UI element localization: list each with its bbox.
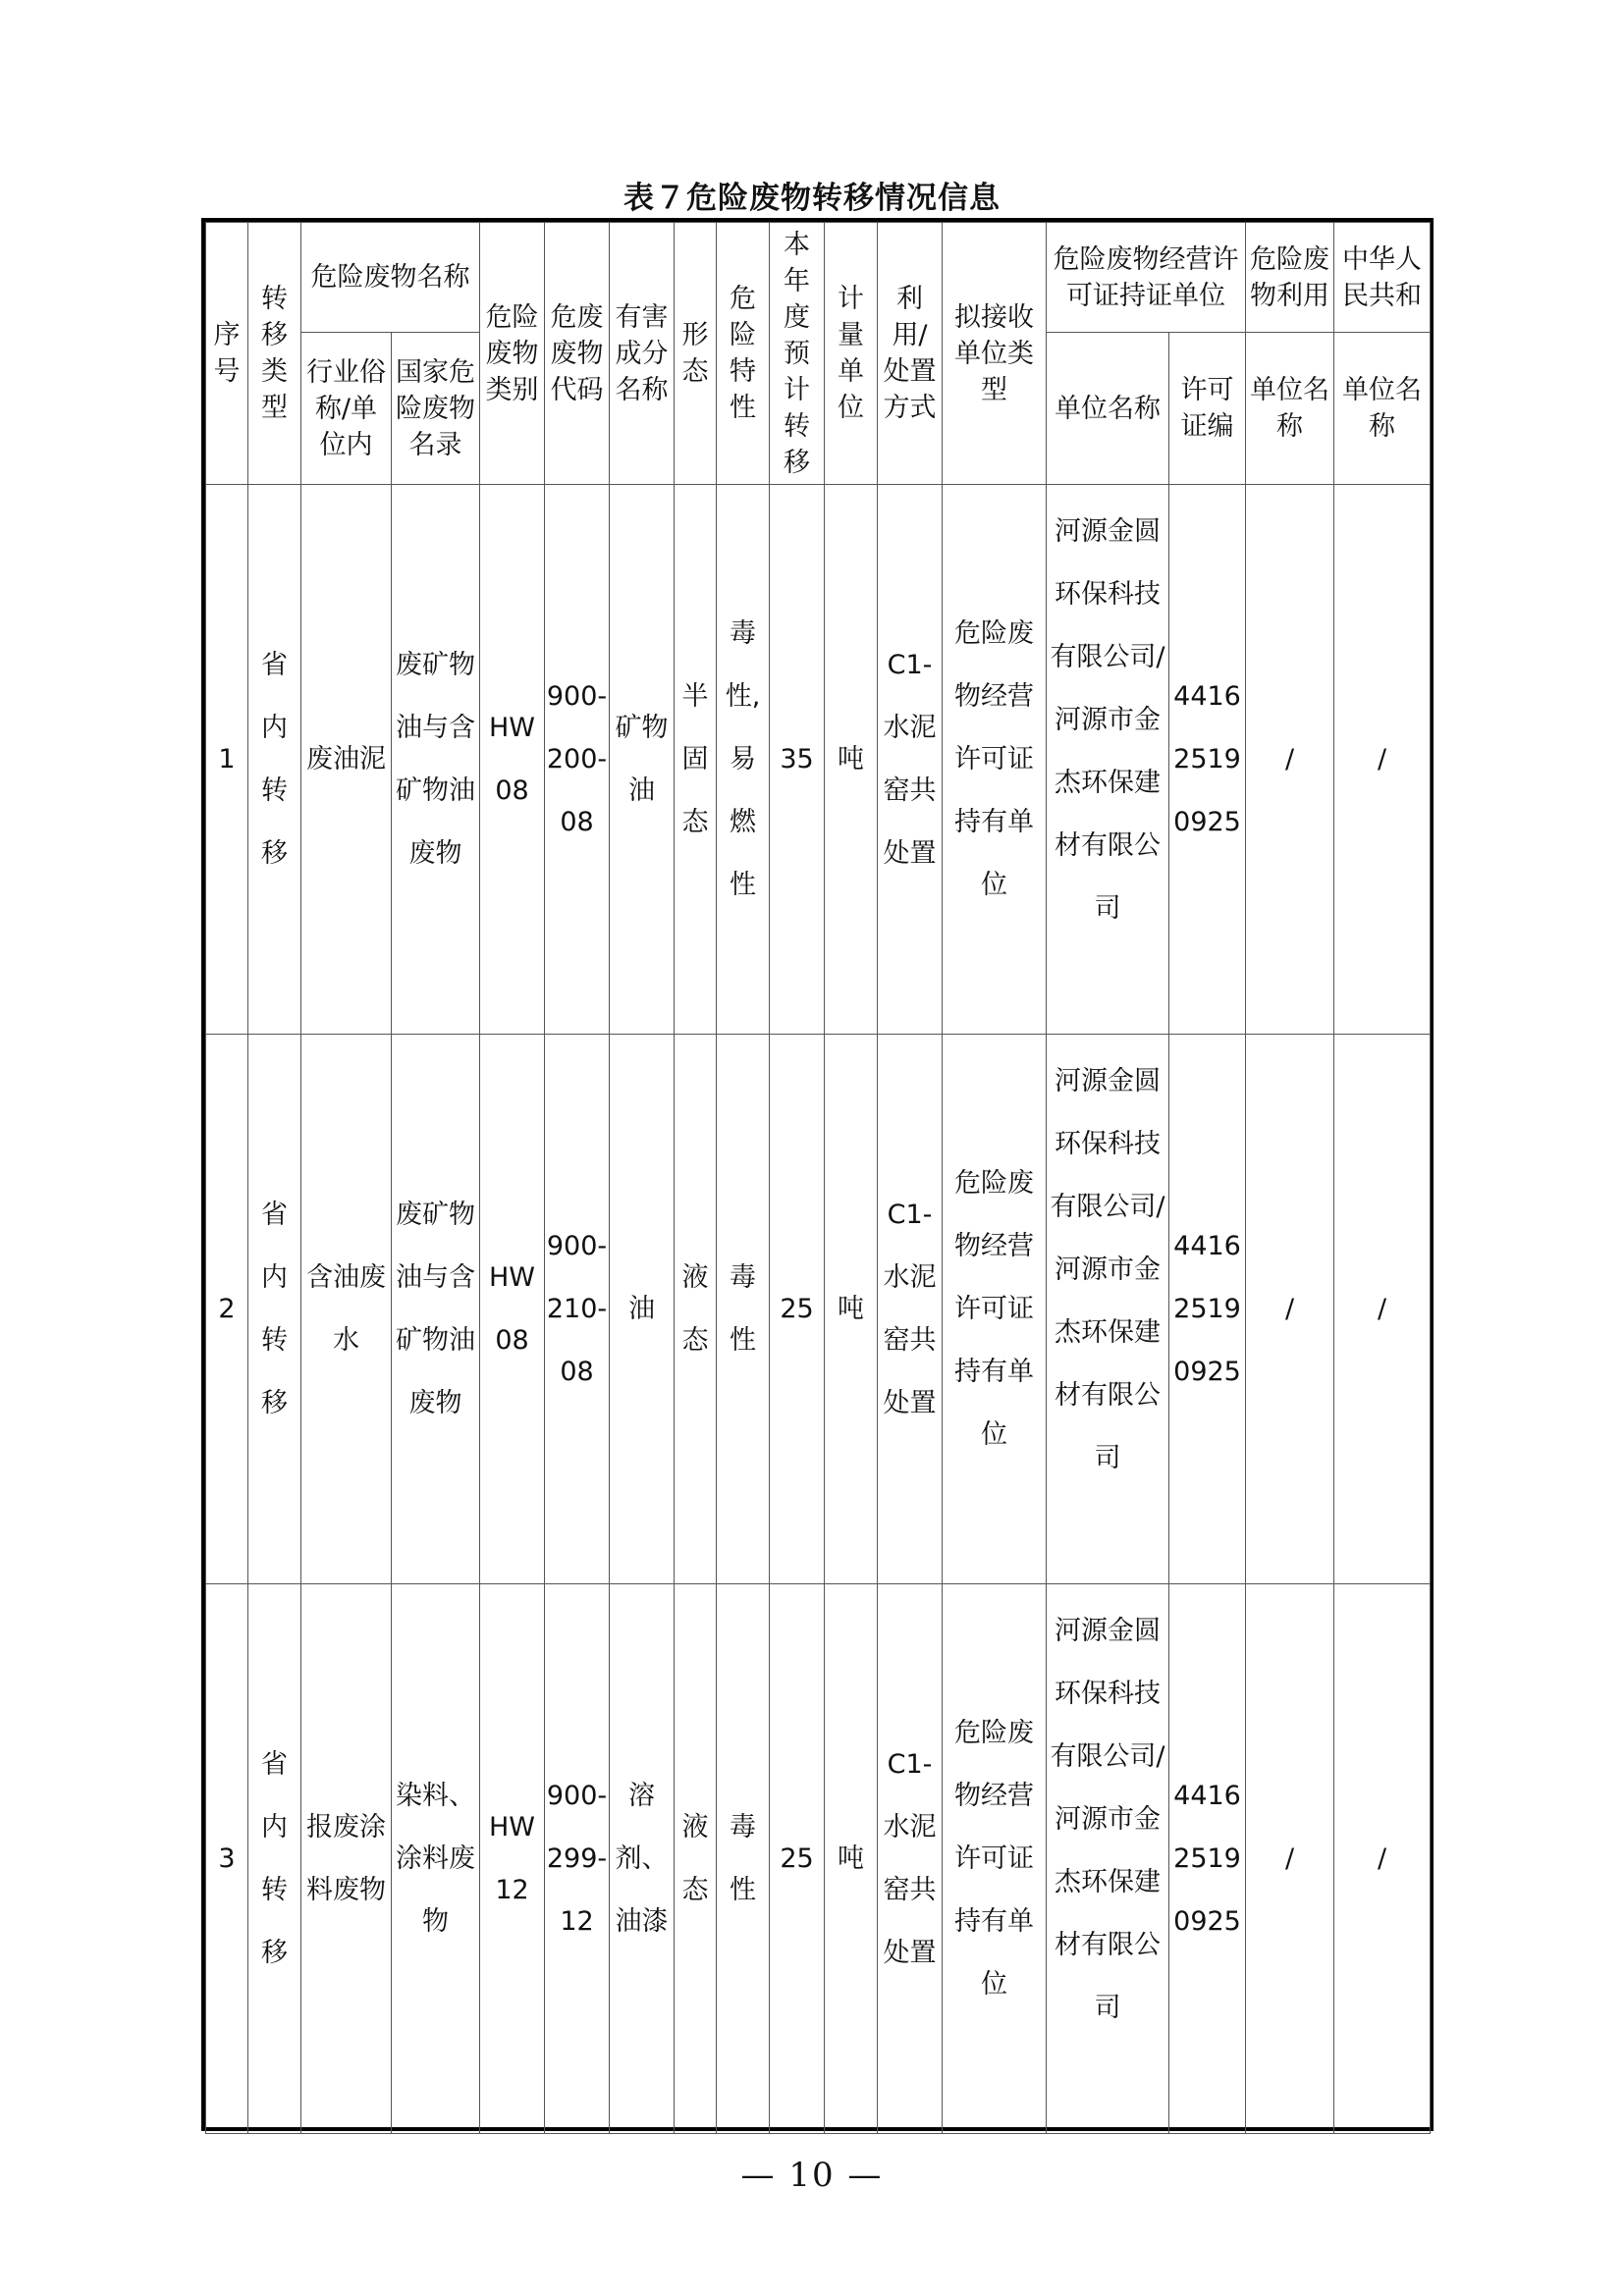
- cell-license-no: 441625190925: [1169, 485, 1246, 1035]
- header-unit: 计量单位: [825, 223, 878, 485]
- header-industry-name: 行业俗称/单位内: [301, 333, 392, 485]
- cell-category: HW08: [480, 485, 545, 1035]
- header-util-group: 危险废物利用: [1246, 223, 1334, 333]
- header-transfer-type: 转移类型: [248, 223, 301, 485]
- cell-licensee-name: 河源金圆环保科技有限公司/河源市金杰环保建材有限公司: [1047, 1035, 1169, 1584]
- cell-licensee-name: 河源金圆环保科技有限公司/河源市金杰环保建材有限公司: [1047, 1584, 1169, 2134]
- header-annual-qty: 本年度预计转移: [770, 223, 825, 485]
- cell-annual-qty: 25: [770, 1035, 825, 1584]
- cell-annual-qty: 25: [770, 1584, 825, 2134]
- header-property: 危险特性: [717, 223, 770, 485]
- cell-prc-name: /: [1334, 1035, 1431, 1584]
- cell-form: 液态: [675, 1584, 717, 2134]
- table-row: [206, 485, 1431, 1035]
- header-form: 形态: [675, 223, 717, 485]
- cell-unit: 吨: [825, 485, 878, 1035]
- header-prc-name: 单位名称: [1334, 333, 1431, 485]
- header-licensee-group: 危险废物经营许可证持证单位: [1047, 223, 1246, 333]
- cell-harmful: 油: [610, 1035, 675, 1584]
- header-code: 危废废物代码: [545, 223, 610, 485]
- cell-form: 液态: [675, 1035, 717, 1584]
- header-harmful: 有害成分名称: [610, 223, 675, 485]
- cell-category: HW12: [480, 1584, 545, 2134]
- page-number: — 10 —: [740, 2156, 884, 2195]
- cell-harmful: 矿物油: [610, 485, 675, 1035]
- header-category: 危险废物类别: [480, 223, 545, 485]
- cell-receiver-type: 危险废物经营许可证持有单位: [943, 485, 1047, 1035]
- cell-receiver-type: 危险废物经营许可证持有单位: [943, 1584, 1047, 2134]
- cell-transfer-type: 省内转移: [248, 1584, 301, 2134]
- header-waste-name-group: 危险废物名称: [301, 223, 480, 333]
- header-method: 利用/处置方式: [878, 223, 943, 485]
- cell-transfer-type: 省内转移: [248, 1035, 301, 1584]
- cell-industry-name: 报废涂料废物: [301, 1584, 392, 2134]
- cell-seq: 1: [206, 485, 248, 1035]
- cell-category: HW08: [480, 1035, 545, 1584]
- cell-code: 900-299-12: [545, 1584, 610, 2134]
- cell-property: 毒性: [717, 1584, 770, 2134]
- cell-unit: 吨: [825, 1584, 878, 2134]
- cell-method: C1-水泥窑共处置: [878, 1584, 943, 2134]
- header-seq: 序号: [206, 223, 248, 485]
- cell-method: C1-水泥窑共处置: [878, 485, 943, 1035]
- header-license-no: 许可证编: [1169, 333, 1246, 485]
- cell-harmful: 溶剂、油漆: [610, 1584, 675, 2134]
- hazardous-waste-transfer-table: [201, 218, 1434, 2131]
- cell-seq: 2: [206, 1035, 248, 1584]
- header-prc-group: 中华人民共和: [1334, 223, 1431, 333]
- cell-util-name: /: [1246, 1035, 1334, 1584]
- cell-seq: 3: [206, 1584, 248, 2134]
- cell-code: 900-200-08: [545, 485, 610, 1035]
- cell-prc-name: /: [1334, 485, 1431, 1035]
- header-util-name: 单位名称: [1246, 333, 1334, 485]
- header-national-name: 国家危险废物名录: [392, 333, 480, 485]
- cell-form: 半固态: [675, 485, 717, 1035]
- header-receiver-type: 拟接收单位类型: [943, 223, 1047, 485]
- cell-code: 900-210-08: [545, 1035, 610, 1584]
- cell-util-name: /: [1246, 1584, 1334, 2134]
- cell-annual-qty: 35: [770, 485, 825, 1035]
- cell-national-name: 染料、涂料废物: [392, 1584, 480, 2134]
- cell-transfer-type: 省内转移: [248, 485, 301, 1035]
- cell-license-no: 441625190925: [1169, 1584, 1246, 2134]
- cell-method: C1-水泥窑共处置: [878, 1035, 943, 1584]
- table-row: [206, 1035, 1431, 1584]
- cell-licensee-name: 河源金圆环保科技有限公司/河源市金杰环保建材有限公司: [1047, 485, 1169, 1035]
- cell-license-no: 441625190925: [1169, 1035, 1246, 1584]
- cell-industry-name: 含油废水: [301, 1035, 392, 1584]
- cell-receiver-type: 危险废物经营许可证持有单位: [943, 1035, 1047, 1584]
- cell-util-name: /: [1246, 485, 1334, 1035]
- cell-national-name: 废矿物油与含矿物油废物: [392, 485, 480, 1035]
- header-licensee-name: 单位名称: [1047, 333, 1169, 485]
- table-title: 表７危险废物转移情况信息: [623, 181, 1001, 216]
- cell-national-name: 废矿物油与含矿物油废物: [392, 1035, 480, 1584]
- table-row: [206, 1584, 1431, 2134]
- cell-prc-name: /: [1334, 1584, 1431, 2134]
- cell-industry-name: 废油泥: [301, 485, 392, 1035]
- cell-unit: 吨: [825, 1035, 878, 1584]
- cell-property: 毒性: [717, 1035, 770, 1584]
- cell-property: 毒性,易燃性: [717, 485, 770, 1035]
